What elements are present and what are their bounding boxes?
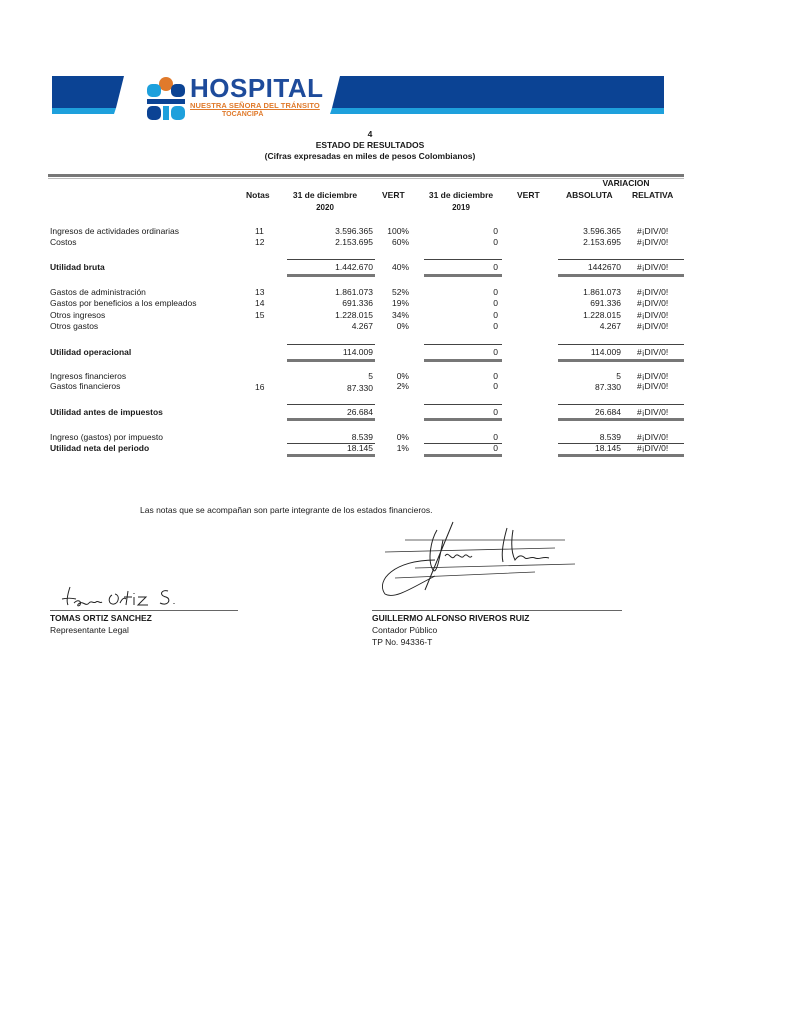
row-value-2019: 0 bbox=[493, 262, 498, 272]
signature-line bbox=[372, 610, 622, 611]
row-label: Utilidad antes de impuestos bbox=[50, 407, 163, 417]
subtotal-rule bbox=[424, 344, 502, 345]
total-double-rule bbox=[287, 359, 375, 362]
row-absoluta: 4.267 bbox=[599, 321, 621, 331]
row-vert-2020: 34% bbox=[391, 310, 409, 320]
row-value-2020: 1.442.670 bbox=[335, 262, 373, 272]
row-vert-2020: 0% bbox=[396, 432, 409, 442]
row-label: Otros ingresos bbox=[50, 310, 106, 320]
signature-line bbox=[50, 610, 238, 611]
row-vert-2020: 100% bbox=[387, 226, 409, 236]
signature-contador bbox=[375, 520, 585, 600]
row-vert-2020: 19% bbox=[391, 298, 409, 308]
row-value-2020: 87.330 bbox=[347, 383, 373, 393]
row-value-2019: 0 bbox=[493, 321, 498, 331]
row-relativa: #¡DIV/0! bbox=[637, 226, 669, 236]
row-label: Ingresos financieros bbox=[50, 371, 127, 381]
logo-city: TOCANCIPÁ bbox=[222, 111, 264, 118]
row-relativa: #¡DIV/0! bbox=[637, 347, 669, 357]
header-rule bbox=[48, 174, 684, 177]
row-nota: 13 bbox=[255, 287, 265, 297]
footer-note: Las notas que se acompañan son parte integrante de los estados financieros. bbox=[140, 505, 433, 515]
row-relativa: #¡DIV/0! bbox=[637, 310, 669, 320]
banner-stripe-left bbox=[52, 76, 124, 114]
row-label: Otros gastos bbox=[50, 321, 99, 331]
col-header-year-2019: 2019 bbox=[452, 203, 470, 212]
row-vert-2020: 52% bbox=[391, 287, 409, 297]
row-absoluta: 18.145 bbox=[595, 443, 621, 453]
row-absoluta: 1442670 bbox=[587, 262, 621, 272]
row-absoluta: 3.596.365 bbox=[583, 226, 621, 236]
row-vert-2020: 2% bbox=[396, 381, 409, 391]
report-subtitle: (Cifras expresadas en miles de pesos Colombianos) bbox=[264, 151, 476, 161]
row-relativa: #¡DIV/0! bbox=[637, 381, 669, 391]
row-relativa: #¡DIV/0! bbox=[637, 262, 669, 272]
total-double-rule bbox=[558, 418, 684, 421]
row-value-2020: 5 bbox=[368, 371, 373, 381]
col-header-vert-2019: VERT bbox=[517, 190, 540, 200]
row-value-2019: 0 bbox=[493, 226, 498, 236]
row-absoluta: 26.684 bbox=[595, 407, 621, 417]
row-value-2019: 0 bbox=[493, 407, 498, 417]
total-double-rule bbox=[287, 418, 375, 421]
subtotal-rule bbox=[558, 259, 684, 260]
row-value-2020: 1.228.015 bbox=[335, 310, 373, 320]
row-vert-2020: 0% bbox=[396, 371, 409, 381]
row-vert-2020: 0% bbox=[396, 321, 409, 331]
row-nota: 15 bbox=[255, 310, 265, 320]
row-label: Utilidad bruta bbox=[50, 262, 105, 272]
total-double-rule bbox=[424, 418, 502, 421]
row-value-2020: 8.539 bbox=[351, 432, 373, 442]
signatory-role: Contador Público bbox=[372, 625, 438, 635]
row-nota: 14 bbox=[255, 298, 265, 308]
col-header-relativa: RELATIVA bbox=[632, 190, 674, 200]
row-relativa: #¡DIV/0! bbox=[637, 432, 669, 442]
row-value-2019: 0 bbox=[493, 287, 498, 297]
row-vert-2020: 60% bbox=[391, 237, 409, 247]
row-absoluta: 8.539 bbox=[599, 432, 621, 442]
page-number: 4 bbox=[367, 129, 373, 139]
subtotal-rule bbox=[558, 344, 684, 345]
signatory-license: TP No. 94336-T bbox=[372, 637, 433, 647]
row-label: Gastos financieros bbox=[50, 381, 121, 391]
row-absoluta: 114.009 bbox=[590, 347, 621, 357]
subtotal-rule bbox=[424, 404, 502, 405]
row-value-2020: 3.596.365 bbox=[335, 226, 373, 236]
col-header-vert-2020: VERT bbox=[382, 190, 405, 200]
signatory-name: TOMAS ORTIZ SANCHEZ bbox=[50, 613, 152, 623]
total-double-rule bbox=[558, 274, 684, 277]
row-value-2020: 18.145 bbox=[347, 443, 373, 453]
row-relativa: #¡DIV/0! bbox=[637, 298, 669, 308]
row-nota: 12 bbox=[255, 237, 265, 247]
hospital-emblem-icon bbox=[145, 76, 187, 122]
signature-representante-legal bbox=[60, 583, 190, 609]
col-header-variacion: VARIACION bbox=[602, 178, 650, 188]
row-absoluta: 5 bbox=[616, 371, 621, 381]
signatory-role: Representante Legal bbox=[50, 625, 129, 635]
row-value-2019: 0 bbox=[493, 443, 498, 453]
row-absoluta: 2.153.695 bbox=[583, 237, 621, 247]
total-double-rule bbox=[424, 359, 502, 362]
row-nota: 11 bbox=[255, 226, 264, 236]
row-relativa: #¡DIV/0! bbox=[637, 443, 669, 453]
banner-stripe-right bbox=[330, 76, 664, 114]
row-absoluta: 1.861.073 bbox=[583, 287, 621, 297]
subtotal-rule bbox=[287, 344, 375, 345]
row-value-2019: 0 bbox=[493, 432, 498, 442]
row-relativa: #¡DIV/0! bbox=[637, 371, 669, 381]
row-value-2019: 0 bbox=[493, 371, 498, 381]
row-value-2020: 691.336 bbox=[342, 298, 373, 308]
subtotal-rule bbox=[558, 404, 684, 405]
total-double-rule bbox=[424, 454, 502, 457]
row-value-2019: 0 bbox=[493, 381, 498, 391]
row-relativa: #¡DIV/0! bbox=[637, 407, 669, 417]
row-label: Ingreso (gastos) por impuesto bbox=[50, 432, 163, 442]
row-absoluta: 1.228.015 bbox=[583, 310, 621, 320]
subtotal-rule bbox=[424, 259, 502, 260]
row-label: Ingresos de actividades ordinarias bbox=[50, 226, 179, 236]
total-double-rule bbox=[558, 359, 684, 362]
col-header-date-2020: 31 de diciembre bbox=[292, 190, 358, 200]
row-label: Utilidad operacional bbox=[50, 347, 132, 357]
row-value-2019: 0 bbox=[493, 298, 498, 308]
total-double-rule bbox=[558, 454, 684, 457]
row-label: Gastos de administración bbox=[50, 287, 146, 297]
subtotal-rule bbox=[287, 259, 375, 260]
row-value-2020: 114.009 bbox=[342, 347, 373, 357]
total-double-rule bbox=[424, 274, 502, 277]
row-value-2020: 4.267 bbox=[351, 321, 373, 331]
subtotal-rule bbox=[287, 404, 375, 405]
report-title: ESTADO DE RESULTADOS bbox=[315, 140, 425, 150]
row-vert-2020: 40% bbox=[391, 262, 409, 272]
row-nota: 16 bbox=[255, 382, 265, 392]
row-relativa: #¡DIV/0! bbox=[637, 321, 669, 331]
row-relativa: #¡DIV/0! bbox=[637, 237, 669, 247]
report-title-block bbox=[240, 129, 500, 162]
row-label: Costos bbox=[50, 237, 77, 247]
row-value-2019: 0 bbox=[493, 347, 498, 357]
logo-title: HOSPITAL bbox=[190, 73, 324, 103]
total-double-rule bbox=[287, 274, 375, 277]
logo-subtitle: NUESTRA SEÑORA DEL TRÁNSITO bbox=[190, 101, 320, 110]
row-value-2020: 2.153.695 bbox=[335, 237, 373, 247]
col-header-year-2020: 2020 bbox=[316, 203, 334, 212]
row-label: Gastos por beneficios a los empleados bbox=[50, 298, 197, 308]
total-double-rule bbox=[287, 454, 375, 457]
signatory-name: GUILLERMO ALFONSO RIVEROS RUIZ bbox=[372, 613, 530, 623]
row-relativa: #¡DIV/0! bbox=[637, 287, 669, 297]
row-value-2020: 1.861.073 bbox=[335, 287, 373, 297]
row-value-2020: 26.684 bbox=[347, 407, 373, 417]
row-absoluta: 691.336 bbox=[590, 298, 621, 308]
row-vert-2020: 1% bbox=[396, 443, 409, 453]
col-header-date-2019: 31 de diciembre bbox=[428, 190, 494, 200]
row-label: Utilidad neta del periodo bbox=[50, 443, 150, 453]
row-value-2019: 0 bbox=[493, 237, 498, 247]
col-header-absoluta: ABSOLUTA bbox=[566, 190, 613, 200]
row-value-2019: 0 bbox=[493, 310, 498, 320]
col-header-notas: Notas bbox=[246, 190, 270, 200]
row-absoluta: 87.330 bbox=[595, 382, 621, 392]
